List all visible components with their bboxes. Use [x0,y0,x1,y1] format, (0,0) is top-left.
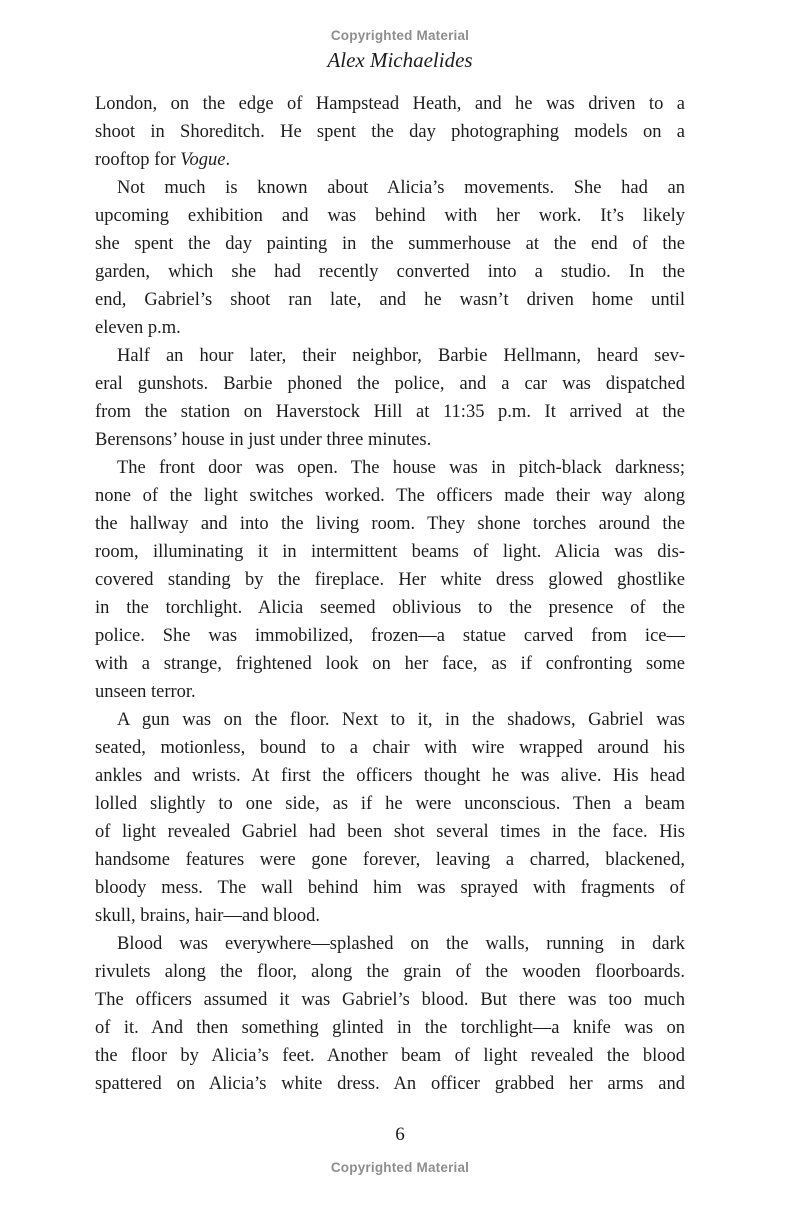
text-line: in the torchlight. Alicia seemed oblivious to the presence of the [95,598,685,618]
paragraph [95,454,685,706]
text-line: of it. And then something glinted in the torchlight—a knife was on [95,1018,685,1038]
text-line: spattered on Alicia’s white dress. An officer grabbed her arms and [95,1074,685,1094]
text-line: ankles and wrists. At first the officers thought he was alive. His head [95,766,685,786]
text-line: room, illuminating it in intermittent beams of light. Alicia was dis- [95,542,685,562]
paragraph [95,90,685,174]
text-line: eleven p.m. [95,318,181,338]
page-number: 6 [395,1124,405,1145]
text-line: London, on the edge of Hampstead Heath, and he was driven to a [95,94,685,114]
text-line: unseen terror. [95,682,196,702]
copyright-top-label: Copyrighted Material [330,28,470,43]
text-line: with a strange, frightened look on her face, as if confronting some [95,654,685,674]
text-line: she spent the day painting in the summerhouse at the end of the [95,234,685,254]
text-line: rivulets along the floor, along the grain of the wooden floorboards. [95,962,685,982]
author-running-head: Alex Michaelides [327,48,473,72]
text-line: Not much is known about Alicia’s movements. She had an [117,178,685,198]
text-line: from the station on Haverstock Hill at 11:35 p.m. It arrived at the [95,402,685,422]
text-line: eral gunshots. Barbie phoned the police, and a car was dispatched [95,374,685,394]
paragraph [95,174,685,342]
text-line: The officers assumed it was Gabriel’s blood. But there was too much [95,990,685,1010]
text-line: A gun was on the floor. Next to it, in the shadows, Gabriel was [117,710,685,730]
text-line: upcoming exhibition and was behind with her work. It’s likely [95,206,685,226]
text-line: Half an hour later, their neighbor, Barbie Hellmann, heard sev- [117,346,685,366]
paragraph [95,706,685,930]
text-line: end, Gabriel’s shoot ran late, and he wasn’t driven home until [95,290,685,310]
text-line: Berensons’ house in just under three minutes. [95,430,432,450]
paragraph [95,930,685,1098]
text-line: The front door was open. The house was in pitch-black darkness; [117,458,685,478]
text-line: the floor by Alicia’s feet. Another beam of light revealed the blood [95,1046,685,1066]
text-line: seated, motionless, bound to a chair with wire wrapped around his [95,738,685,758]
copyright-bottom-label: Copyrighted Material [330,1160,470,1175]
text-line: police. She was immobilized, frozen—a statue carved from ice— [95,626,685,646]
text-line: covered standing by the fireplace. Her white dress glowed ghostlike [95,570,685,590]
text-line: rooftop for Vogue. [95,150,231,170]
text-line: shoot in Shoreditch. He spent the day photographing models on a [95,122,685,142]
paragraph [95,342,685,454]
text-line: lolled slightly to one side, as if he were unconscious. Then a beam [95,794,685,814]
text-line: garden, which she had recently converted into a studio. In the [95,262,685,282]
text-line: skull, brains, hair—and blood. [95,906,321,926]
text-line: of light revealed Gabriel had been shot several times in the face. His [95,822,685,842]
text-line: none of the light switches worked. The officers made their way along [95,486,685,506]
body-text [95,90,685,1098]
text-line: bloody mess. The wall behind him was sprayed with fragments of [95,878,685,898]
text-line: handsome features were gone forever, leaving a charred, blackened, [95,850,685,870]
text-line: the hallway and into the living room. They shone torches around the [95,514,685,534]
text-line: Blood was everywhere—splashed on the walls, running in dark [117,934,685,954]
